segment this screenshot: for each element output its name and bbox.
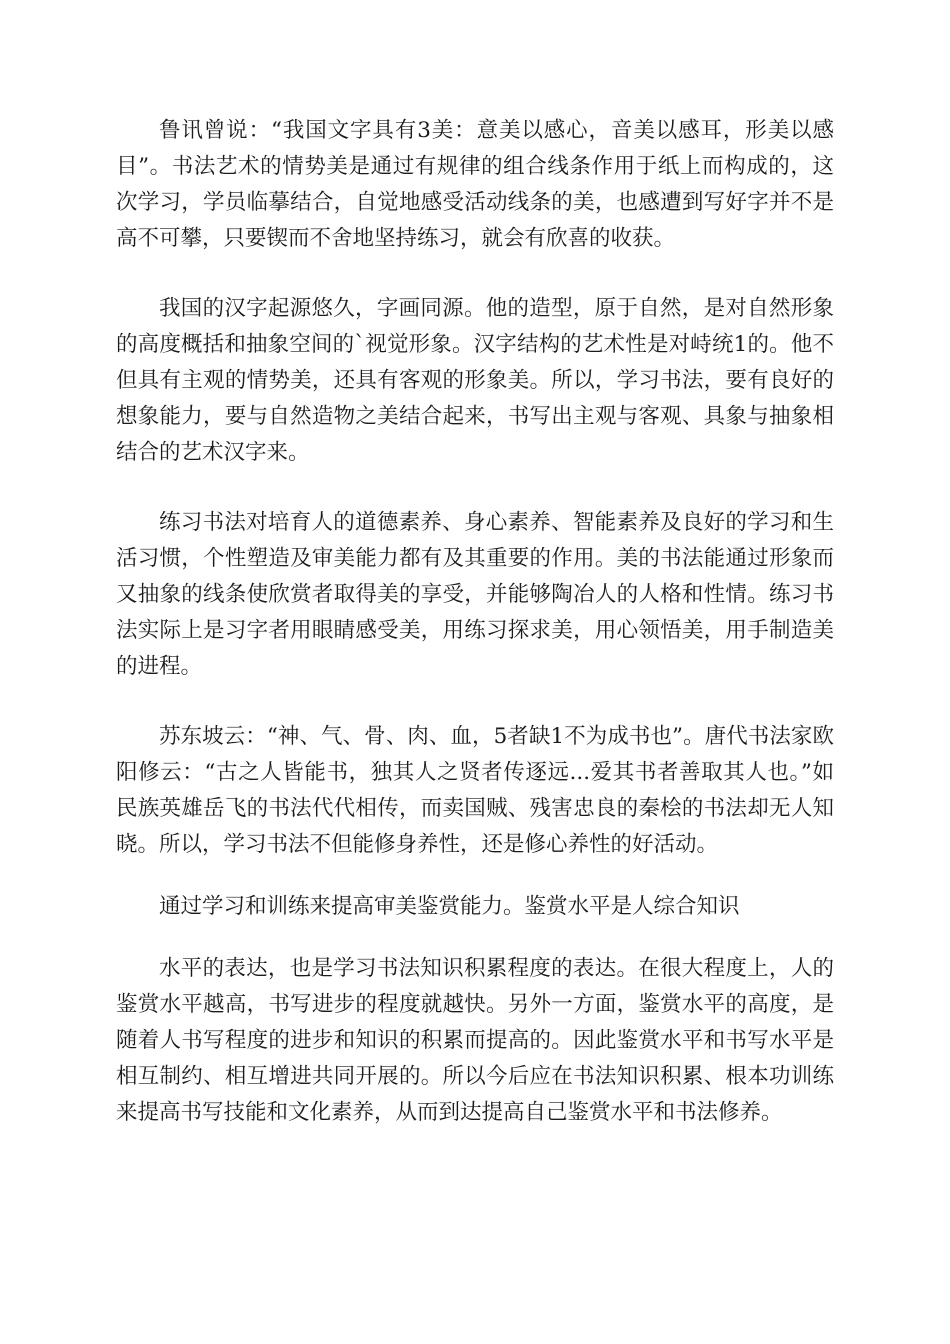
paragraph-1: 鲁讯曾说：“我国文字具有3美：意美以感心，音美以感耳，形美以感目”。书法艺术的情势美是通过有规律的组合线条作用于纸上而构成的，这次学习，学员临摹结合，自觉地感受活动线条的美，也感遭到写好字并不是高不可攀，只要锲而不舍地坚持练习，就会有欣喜的收获。 (116, 118, 834, 251)
paragraph-4: 苏东坡云：“神、气、骨、肉、血，5者缺1不为成书也”。唐代书法家欧阳修云：“古之人皆能书，独其人之贤者传逐远...爱其书者善取其人也。”如民族英雄岳飞的书法代代相传，而卖国贼、残害忠良的秦桧的书法却无人知晓。所以，学习书法不但能修身养性，还是修心养性的好活动。 (116, 724, 834, 857)
paragraph-3: 练习书法对培育人的道德素养、身心素养、智能素养及良好的学习和生活习惯，个性塑造及审美能力都有及其重要的作用。美的书法能通过形象而又抽象的线条使欣赏者取得美的享受，并能够陶冶人的人格和性情。练习书法实际上是习字者用眼睛感受美，用练习探求美，用心领悟美，用手制造美的进程。 (116, 510, 834, 679)
paragraph-6: 水平的表达，也是学习书法知识积累程度的表达。在很大程度上，人的鉴赏水平越高，书写进步的程度就越快。另外一方面，鉴赏水平的高度，是随着人书写程度的进步和知识的积累而提高的。因此鉴赏水平和书写水平是相互制约、相互增进共同开展的。所以今后应在书法知识积累、根本功训练来提高书写技能和文化素养，从而到达提高自己鉴赏水平和书法修养。 (116, 956, 834, 1125)
document-body (116, 113, 834, 1131)
paragraph-2: 我国的汉字起源悠久，字画同源。他的造型，原于自然，是对自然形象的高度概括和抽象空间的`视觉形象。汉字结构的艺术性是对峙统1的。他不但具有主观的情势美，还具有客观的形象美。所以，学习书法，要有良好的想象能力，要与自然造物之美结合起来，书写出主观与客观、具象与抽象相结合的艺术汉字来。 (116, 296, 834, 465)
paragraph-5: 通过学习和训练来提高审美鉴赏能力。鉴赏水平是人综合知识 (159, 894, 740, 919)
